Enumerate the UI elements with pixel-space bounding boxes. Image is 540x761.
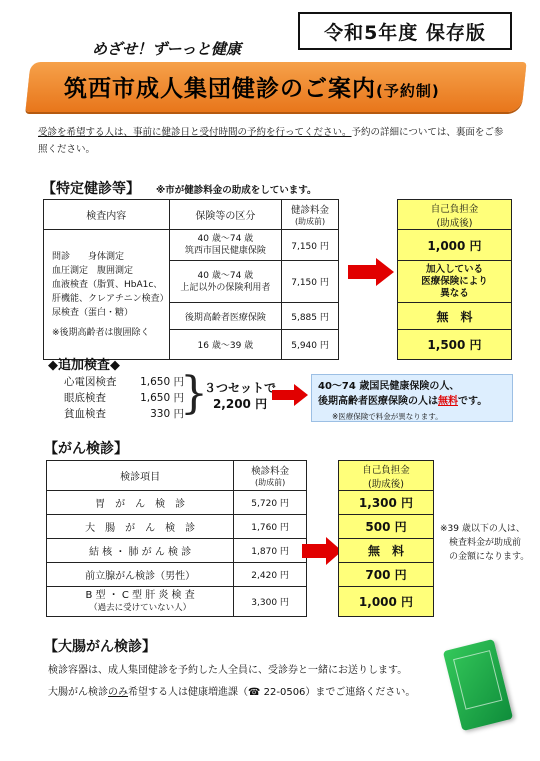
- brace-icon: }: [180, 368, 208, 419]
- tokutei-content-cell: [44, 230, 170, 360]
- addon-price: 1,650 円: [140, 392, 184, 404]
- colon-line2c: 希望する人は健康増進課（☎ 22-0506）までご連絡ください。: [128, 687, 416, 698]
- cancer-fee: 1,760 円: [234, 515, 307, 539]
- header-cancer-fee-label: 検診料金: [251, 466, 290, 477]
- tokutei-table: [43, 199, 339, 360]
- tokutei-title: 【特定健診等】: [42, 181, 140, 197]
- header-item: 検診項目: [47, 461, 234, 491]
- cancer-fee: 3,300 円: [234, 587, 307, 617]
- addon-item: [64, 374, 184, 390]
- info-line2: [318, 394, 506, 409]
- cancer-side-note: ※39 歳以下の人は、 検査料金が助成前 の金額になります。: [440, 524, 530, 562]
- intro-text: [38, 124, 506, 158]
- cancer-self: 無 料: [339, 539, 434, 563]
- tokutei-arrow-icon: [348, 258, 396, 286]
- tokutei-note: ※市が健診料金の助成をしています。: [156, 185, 317, 196]
- header-fee-sub: (助成前): [294, 217, 326, 226]
- colon-line2b: のみ: [108, 687, 128, 698]
- tokutei-self: 加入している 医療保険により 異なる: [398, 261, 512, 303]
- cancer-self: 1,000 円: [339, 587, 434, 617]
- tokutei-fee: 5,885 円: [282, 303, 339, 330]
- slogan: めざせ！ずーっと健康: [92, 40, 241, 58]
- test-kit-image: [443, 639, 513, 731]
- addon-info-box: [311, 374, 513, 422]
- tokutei-self-table: [397, 199, 512, 360]
- cancer-self: 500 円: [339, 515, 434, 539]
- cancer-title: 【がん検診】: [44, 441, 128, 457]
- cancer-item-sub: （過去に受けていない人）: [89, 602, 192, 613]
- addon-label: 心電図検査: [64, 376, 117, 388]
- cancer-fee: 2,420 円: [234, 563, 307, 587]
- tokutei-insurance: 40 歳～74 歳 筑西市国民健康保険: [169, 230, 282, 261]
- header-content: 検査内容: [44, 200, 170, 230]
- colon-title: 【大腸がん検診】: [44, 639, 156, 655]
- info-line2b: です。: [458, 396, 488, 407]
- set-price-line1: ３つセットで: [204, 381, 277, 395]
- content-line: 尿検査（蛋白・糖）: [52, 307, 134, 318]
- info-line2a: 後期高齢者医療保険の人は: [318, 396, 438, 407]
- cancer-item: 大 腸 が ん 検 診: [47, 515, 234, 539]
- intro-part1: 受診を希望する人は、事前に健診日と受付時間の予約を行ってください。: [38, 127, 352, 138]
- cancer-item: 結 核 ・ 肺 が ん 検 診: [47, 539, 234, 563]
- tokutei-insurance: 40 歳～74 歳 上記以外の保険利用者: [169, 261, 282, 303]
- header-self: [398, 200, 512, 230]
- intro-part2: 予約の詳細については、裏面をご参照ください。: [38, 127, 504, 155]
- tokutei-fee: 5,940 円: [282, 330, 339, 360]
- addon-title: ◆追加検査◆: [48, 358, 120, 373]
- page-title-main: 筑西市成人集団健診のご案内: [64, 76, 376, 102]
- content-line: 血圧測定 腹囲測定: [52, 265, 134, 276]
- cancer-self: 1,300 円: [339, 491, 434, 515]
- header-cancer-self-sub: (助成後): [368, 478, 404, 490]
- header-self-label: 自己負担金: [430, 203, 479, 215]
- addon-price: 330 円: [150, 408, 184, 420]
- cancer-item-main: B 型 ・ C 型 肝 炎 検 査: [85, 589, 195, 601]
- header-cancer-self-label: 自己負担金: [362, 464, 410, 476]
- set-price: [204, 380, 276, 412]
- addon-list: [64, 374, 184, 422]
- addon-label: 貧血検査: [64, 408, 106, 420]
- colon-line1: 検診容器は、成人集団健診を予約した人全員に、受診券と一緒にお送りします。: [48, 665, 408, 676]
- info-line1: 40～74 歳国民健康保険の人、: [318, 381, 460, 392]
- edition-badge: 令和5年度 保存版: [298, 12, 512, 50]
- header-fee: [282, 200, 339, 230]
- cancer-table: [46, 460, 307, 617]
- header-cancer-self: [339, 461, 434, 491]
- cancer-fee: 1,870 円: [234, 539, 307, 563]
- addon-label: 眼底検査: [64, 392, 106, 404]
- set-price-line2: 2,200 円: [212, 397, 268, 411]
- addon-arrow-icon: [272, 384, 310, 406]
- content-line: ※後期高齢者は腹囲除く: [52, 327, 150, 338]
- info-free: 無料: [438, 396, 458, 407]
- cancer-self-table: [338, 460, 434, 617]
- tokutei-self: 無 料: [398, 303, 512, 330]
- tokutei-fee: 7,150 円: [282, 261, 339, 303]
- addon-price: 1,650 円: [140, 376, 184, 388]
- header-fee-label: 健診料金: [291, 205, 330, 216]
- content-line: 肝機能、クレアチニン検査）: [52, 293, 169, 304]
- header-self-sub: (助成後): [436, 217, 473, 229]
- cancer-fee: 5,720 円: [234, 491, 307, 515]
- colon-line2a: 大腸がん検診: [48, 687, 108, 698]
- tokutei-insurance: 後期高齢者医療保険: [169, 303, 282, 330]
- header-insurance: 保険等の区分: [169, 200, 282, 230]
- cancer-self: 700 円: [339, 563, 434, 587]
- page-title: [64, 70, 440, 103]
- tokutei-self: 1,500 円: [398, 330, 512, 360]
- cancer-item: [47, 587, 234, 617]
- content-line: 問診 身体測定: [52, 251, 125, 262]
- tokutei-insurance: 16 歳～39 歳: [169, 330, 282, 360]
- cancer-item: 前立腺がん検診（男性）: [47, 563, 234, 587]
- tokutei-self: 1,000 円: [398, 230, 512, 261]
- info-small: ※医療保険で料金が異なります。: [332, 412, 443, 421]
- addon-item: [64, 406, 184, 422]
- colon-text: [48, 660, 415, 704]
- content-line: 血液検査（脂質、HbA1c、: [52, 279, 163, 290]
- header-cancer-fee: [234, 461, 307, 491]
- addon-item: [64, 390, 184, 406]
- tokutei-fee: 7,150 円: [282, 230, 339, 261]
- header-cancer-fee-sub: (助成前): [254, 478, 286, 487]
- page-title-suffix: (予約制): [376, 82, 440, 100]
- colon-line2: [48, 682, 415, 704]
- cancer-item: 胃 が ん 検 診: [47, 491, 234, 515]
